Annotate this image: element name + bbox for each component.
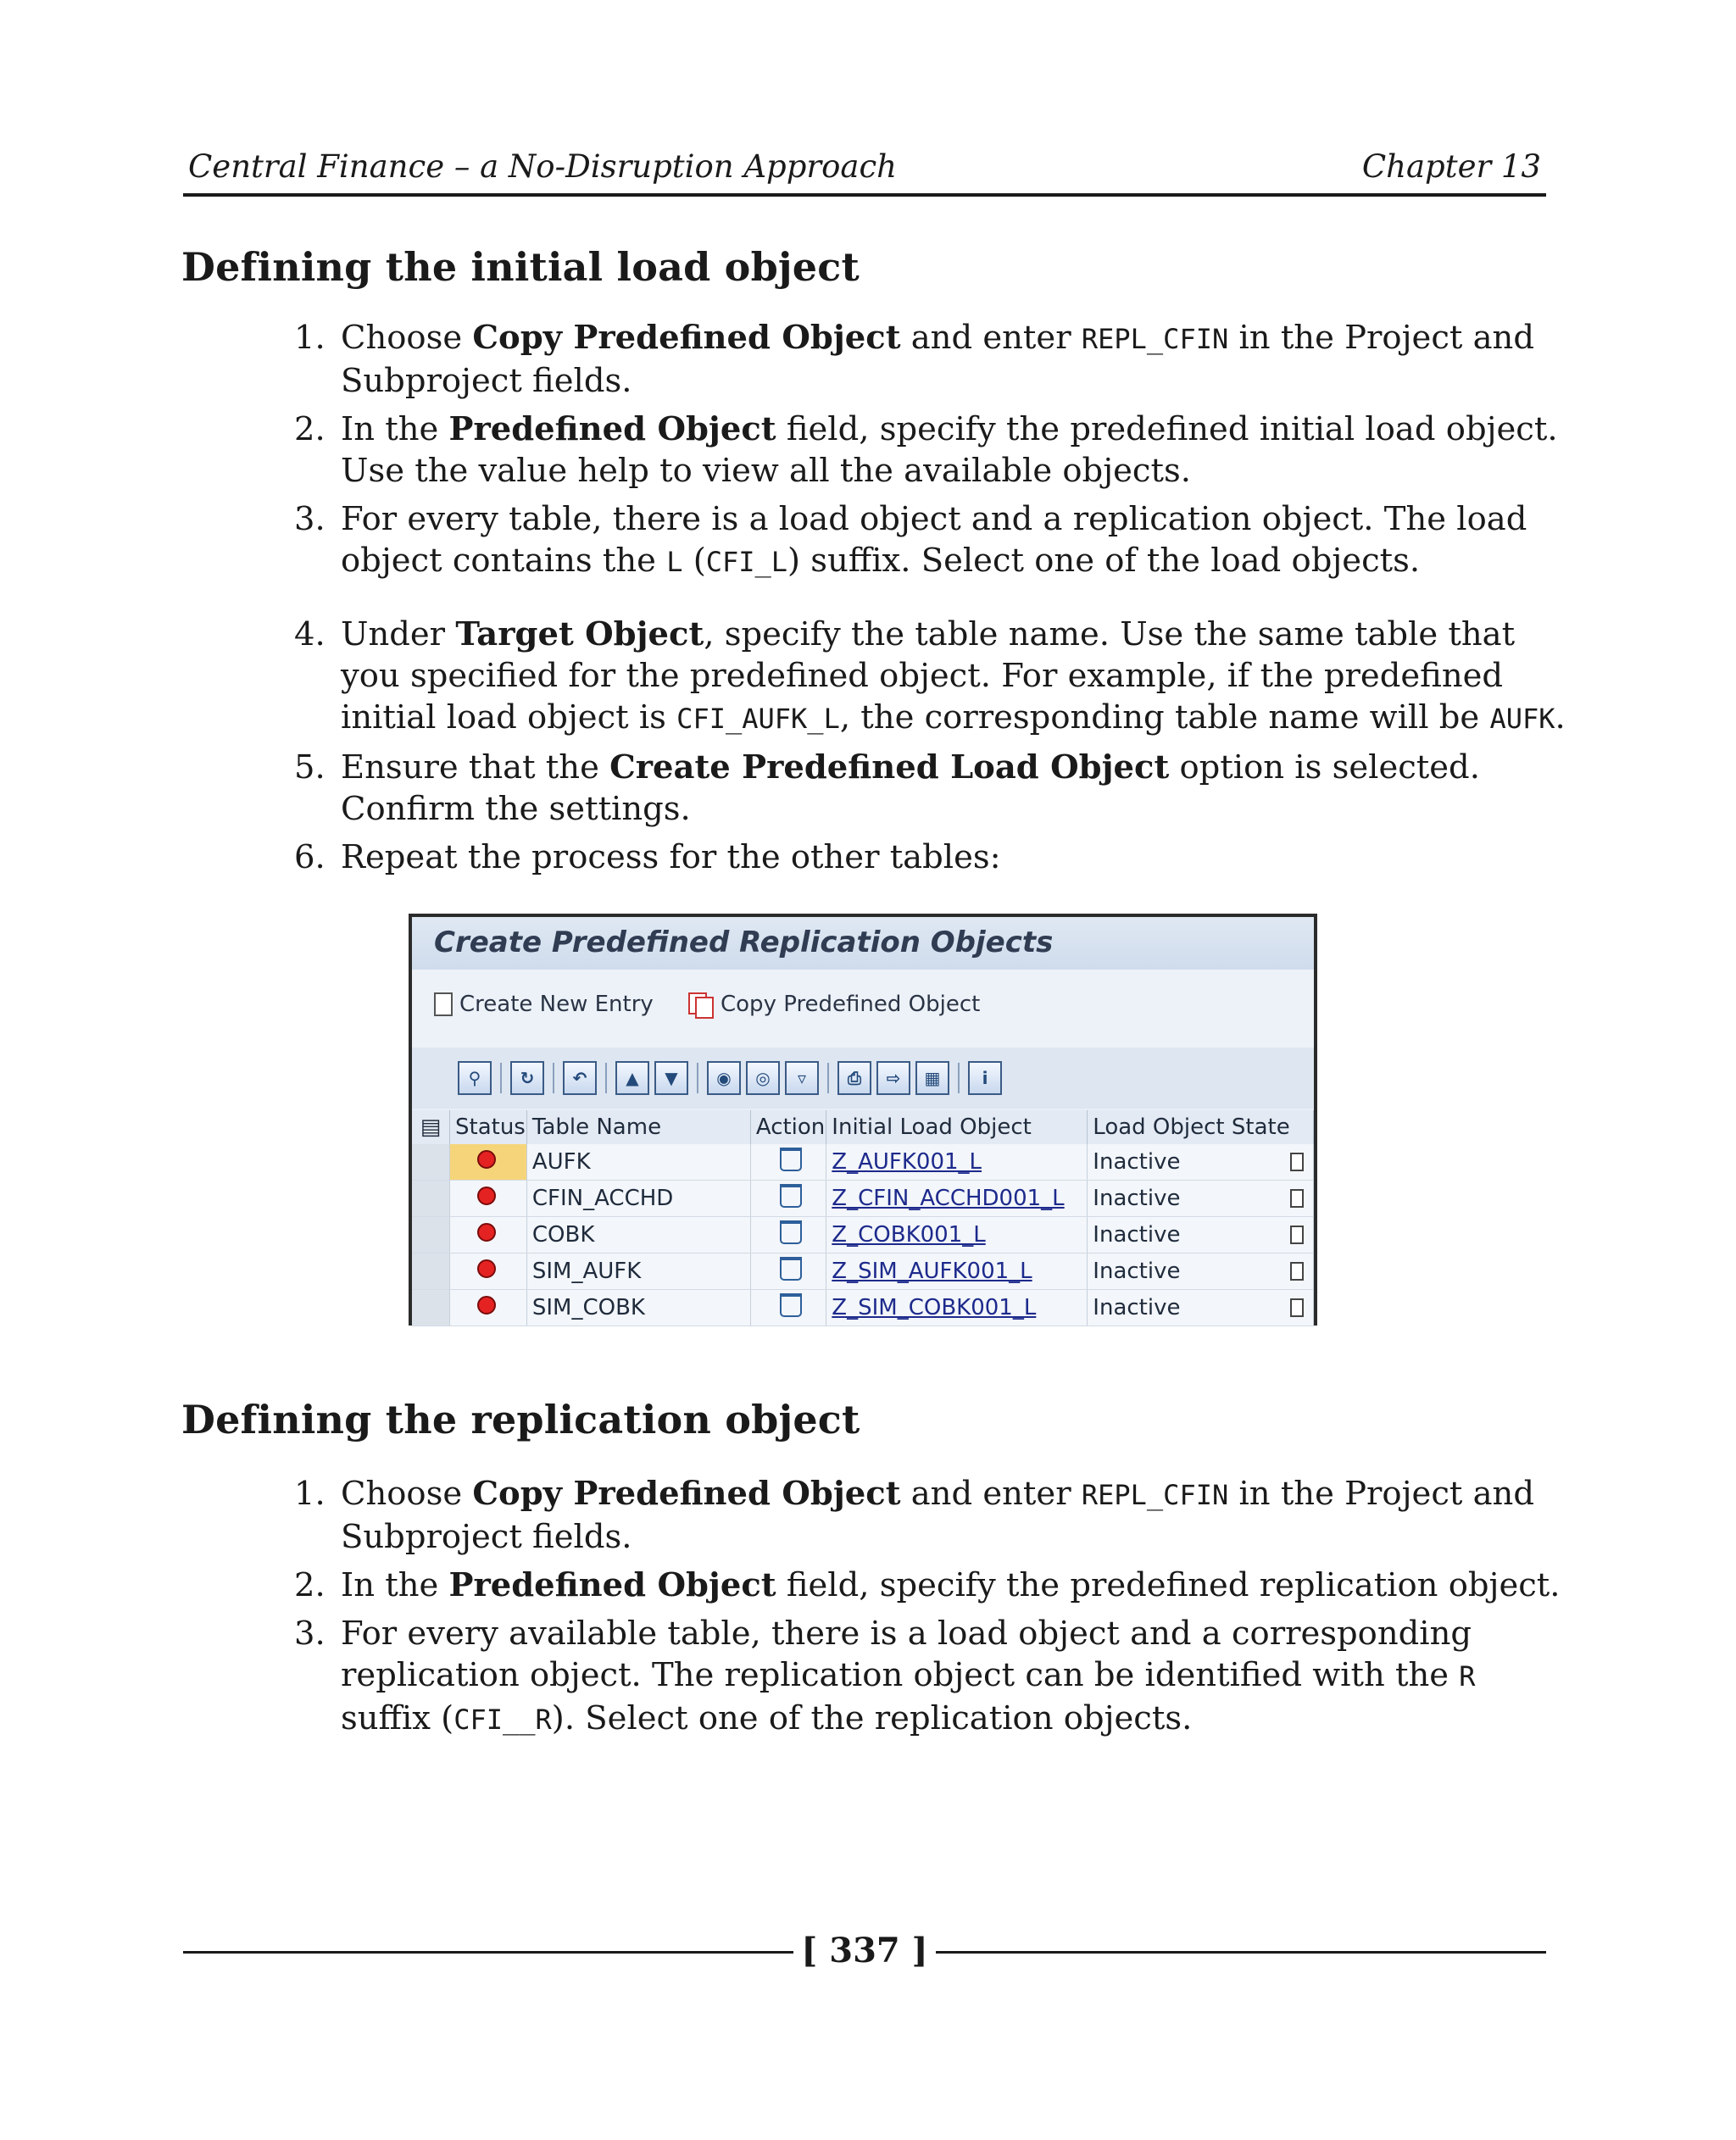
table-header-row bbox=[412, 1110, 1314, 1144]
table-row[interactable] bbox=[412, 1290, 1314, 1326]
load-object-link[interactable]: Z_CFIN_ACCHD001_L bbox=[832, 1186, 1065, 1211]
print-icon[interactable]: ⎙ bbox=[837, 1061, 871, 1095]
action-cell bbox=[750, 1144, 826, 1181]
status-cell bbox=[450, 1217, 527, 1253]
column-load-object-state[interactable]: Load Object State bbox=[1088, 1110, 1314, 1144]
state-value: Inactive bbox=[1093, 1295, 1181, 1320]
new-document-icon bbox=[434, 992, 453, 1016]
filter-icon[interactable]: ▿ bbox=[785, 1061, 819, 1095]
row-selector[interactable] bbox=[412, 1290, 450, 1326]
export-icon[interactable]: ⇨ bbox=[876, 1061, 910, 1095]
load-object-cell bbox=[826, 1253, 1088, 1290]
alv-toolbar bbox=[412, 1048, 1314, 1109]
row-selector[interactable] bbox=[412, 1144, 450, 1181]
chapter-label: Chapter 13 bbox=[1361, 148, 1541, 185]
status-red-icon bbox=[477, 1223, 496, 1242]
load-object-link[interactable]: Z_SIM_COBK001_L bbox=[832, 1295, 1037, 1320]
load-object-cell bbox=[826, 1144, 1088, 1181]
step-1: 1. Choose Copy Predefined Object and enter REPL_CFIN in the Project and Subproject fields. bbox=[336, 1473, 1573, 1558]
table-name-cell: COBK bbox=[526, 1217, 750, 1253]
step-1: 1. Choose Copy Predefined Object and enter REPL_CFIN in the Project and Subproject fields. bbox=[336, 317, 1573, 402]
step-3: 3. For every available table, there is a load object and a corresponding replication object. The replication object can be identified with the R suffix (CFI__R). Select one of the replication objects. bbox=[336, 1613, 1573, 1741]
state-value: Inactive bbox=[1093, 1149, 1181, 1175]
column-initial-load-object[interactable]: Initial Load Object bbox=[826, 1110, 1088, 1144]
delete-icon[interactable] bbox=[780, 1293, 802, 1317]
load-object-cell bbox=[826, 1290, 1088, 1326]
table-row[interactable] bbox=[412, 1217, 1314, 1253]
state-cell bbox=[1088, 1144, 1314, 1181]
row-selector[interactable] bbox=[412, 1253, 450, 1290]
sap-application-toolbar bbox=[412, 970, 1314, 1048]
delete-icon[interactable] bbox=[780, 1184, 802, 1208]
step-6: 6. Repeat the process for the other tables: bbox=[336, 837, 1573, 878]
table-name-cell: SIM_AUFK bbox=[526, 1253, 750, 1290]
state-cell bbox=[1088, 1217, 1314, 1253]
state-cell bbox=[1088, 1290, 1314, 1326]
step-5: 5. Ensure that the Create Predefined Load Object option is selected. Confirm the settings. bbox=[336, 747, 1573, 830]
sort-ascending-icon[interactable]: ▲ bbox=[615, 1061, 649, 1095]
status-cell bbox=[450, 1290, 527, 1326]
action-cell bbox=[750, 1181, 826, 1217]
create-new-entry-button[interactable]: Create New Entry bbox=[434, 992, 654, 1017]
details-icon[interactable]: ⚲ bbox=[458, 1061, 492, 1095]
action-cell bbox=[750, 1290, 826, 1326]
load-object-cell bbox=[826, 1217, 1088, 1253]
status-cell bbox=[450, 1253, 527, 1290]
status-red-icon bbox=[477, 1187, 496, 1205]
delete-icon[interactable] bbox=[780, 1257, 802, 1281]
sap-title-bar bbox=[412, 917, 1314, 970]
step-4: 4. Under Target Object, specify the table name. Use the same table that you specified for the predefined object. For example, if the predefined initial load object is CFI_AUFK_L, the corresponding table name will be AUFK. bbox=[336, 614, 1573, 740]
row-selector[interactable] bbox=[412, 1217, 450, 1253]
status-red-icon bbox=[477, 1150, 496, 1169]
load-object-link[interactable]: Z_SIM_AUFK001_L bbox=[832, 1259, 1032, 1284]
action-cell bbox=[750, 1217, 826, 1253]
action-cell bbox=[750, 1253, 826, 1290]
delete-icon[interactable] bbox=[780, 1220, 802, 1244]
layout-grid-icon[interactable]: ▦ bbox=[915, 1061, 949, 1095]
section-heading-replication: Defining the replication object bbox=[181, 1397, 860, 1442]
section-heading-initial-load: Defining the initial load object bbox=[181, 244, 860, 290]
sort-descending-icon[interactable]: ▼ bbox=[654, 1061, 688, 1095]
replication-objects-table bbox=[412, 1110, 1314, 1326]
row-selector[interactable] bbox=[412, 1181, 450, 1217]
column-status[interactable]: Status bbox=[450, 1110, 527, 1144]
status-cell bbox=[450, 1181, 527, 1217]
table-name-cell: SIM_COBK bbox=[526, 1290, 750, 1326]
load-object-link[interactable]: Z_AUFK001_L bbox=[832, 1149, 982, 1175]
value-help-icon[interactable] bbox=[1290, 1153, 1304, 1171]
book-title: Central Finance – a No-Disruption Approach bbox=[188, 148, 898, 185]
status-red-icon bbox=[477, 1296, 496, 1315]
table-row[interactable] bbox=[412, 1144, 1314, 1181]
refresh-icon[interactable]: ↻ bbox=[510, 1061, 544, 1095]
sap-screen-title: Create Predefined Replication Objects bbox=[434, 925, 1054, 959]
find-next-icon[interactable]: ◎ bbox=[746, 1061, 780, 1095]
find-icon[interactable]: ◉ bbox=[707, 1061, 741, 1095]
copy-predefined-object-button[interactable]: Copy Predefined Object bbox=[688, 992, 980, 1017]
state-value: Inactive bbox=[1093, 1186, 1181, 1211]
step-2: 2. In the Predefined Object field, specify the predefined replication object. bbox=[336, 1565, 1573, 1606]
step-3: 3. For every table, there is a load object and a replication object. The load object contains the L (CFI_L) suffix. Select one of the load objects. bbox=[336, 498, 1573, 583]
table-row[interactable] bbox=[412, 1253, 1314, 1290]
load-object-link[interactable]: Z_COBK001_L bbox=[832, 1222, 986, 1248]
undo-icon[interactable]: ↶ bbox=[563, 1061, 597, 1095]
table-row[interactable] bbox=[412, 1181, 1314, 1217]
table-name-cell: CFIN_ACCHD bbox=[526, 1181, 750, 1217]
state-cell bbox=[1088, 1253, 1314, 1290]
state-value: Inactive bbox=[1093, 1259, 1181, 1284]
copy-icon bbox=[688, 992, 714, 1016]
state-cell bbox=[1088, 1181, 1314, 1217]
initial-load-steps bbox=[288, 317, 1573, 885]
page-number: [ 337 ] bbox=[801, 1931, 928, 1970]
column-table-name[interactable]: Table Name bbox=[526, 1110, 750, 1144]
value-help-icon[interactable] bbox=[1290, 1298, 1304, 1317]
state-value: Inactive bbox=[1093, 1222, 1181, 1248]
value-help-icon[interactable] bbox=[1290, 1262, 1304, 1281]
info-icon[interactable]: i bbox=[968, 1061, 1002, 1095]
value-help-icon[interactable] bbox=[1290, 1189, 1304, 1208]
page-footer bbox=[183, 1931, 1546, 1970]
status-red-icon bbox=[477, 1259, 496, 1278]
load-object-cell bbox=[826, 1181, 1088, 1217]
delete-icon[interactable] bbox=[780, 1148, 802, 1171]
table-name-cell: AUFK bbox=[526, 1144, 750, 1181]
value-help-icon[interactable] bbox=[1290, 1226, 1304, 1244]
running-header bbox=[183, 142, 1546, 197]
step-2: 2. In the Predefined Object field, specify the predefined initial load object. Use the value help to view all the available objects. bbox=[336, 409, 1573, 492]
status-cell bbox=[450, 1144, 527, 1181]
select-all-icon[interactable]: ▤ bbox=[412, 1110, 450, 1144]
sap-screenshot bbox=[409, 914, 1317, 1326]
column-action[interactable]: Action bbox=[750, 1110, 826, 1144]
replication-steps bbox=[288, 1473, 1573, 1748]
